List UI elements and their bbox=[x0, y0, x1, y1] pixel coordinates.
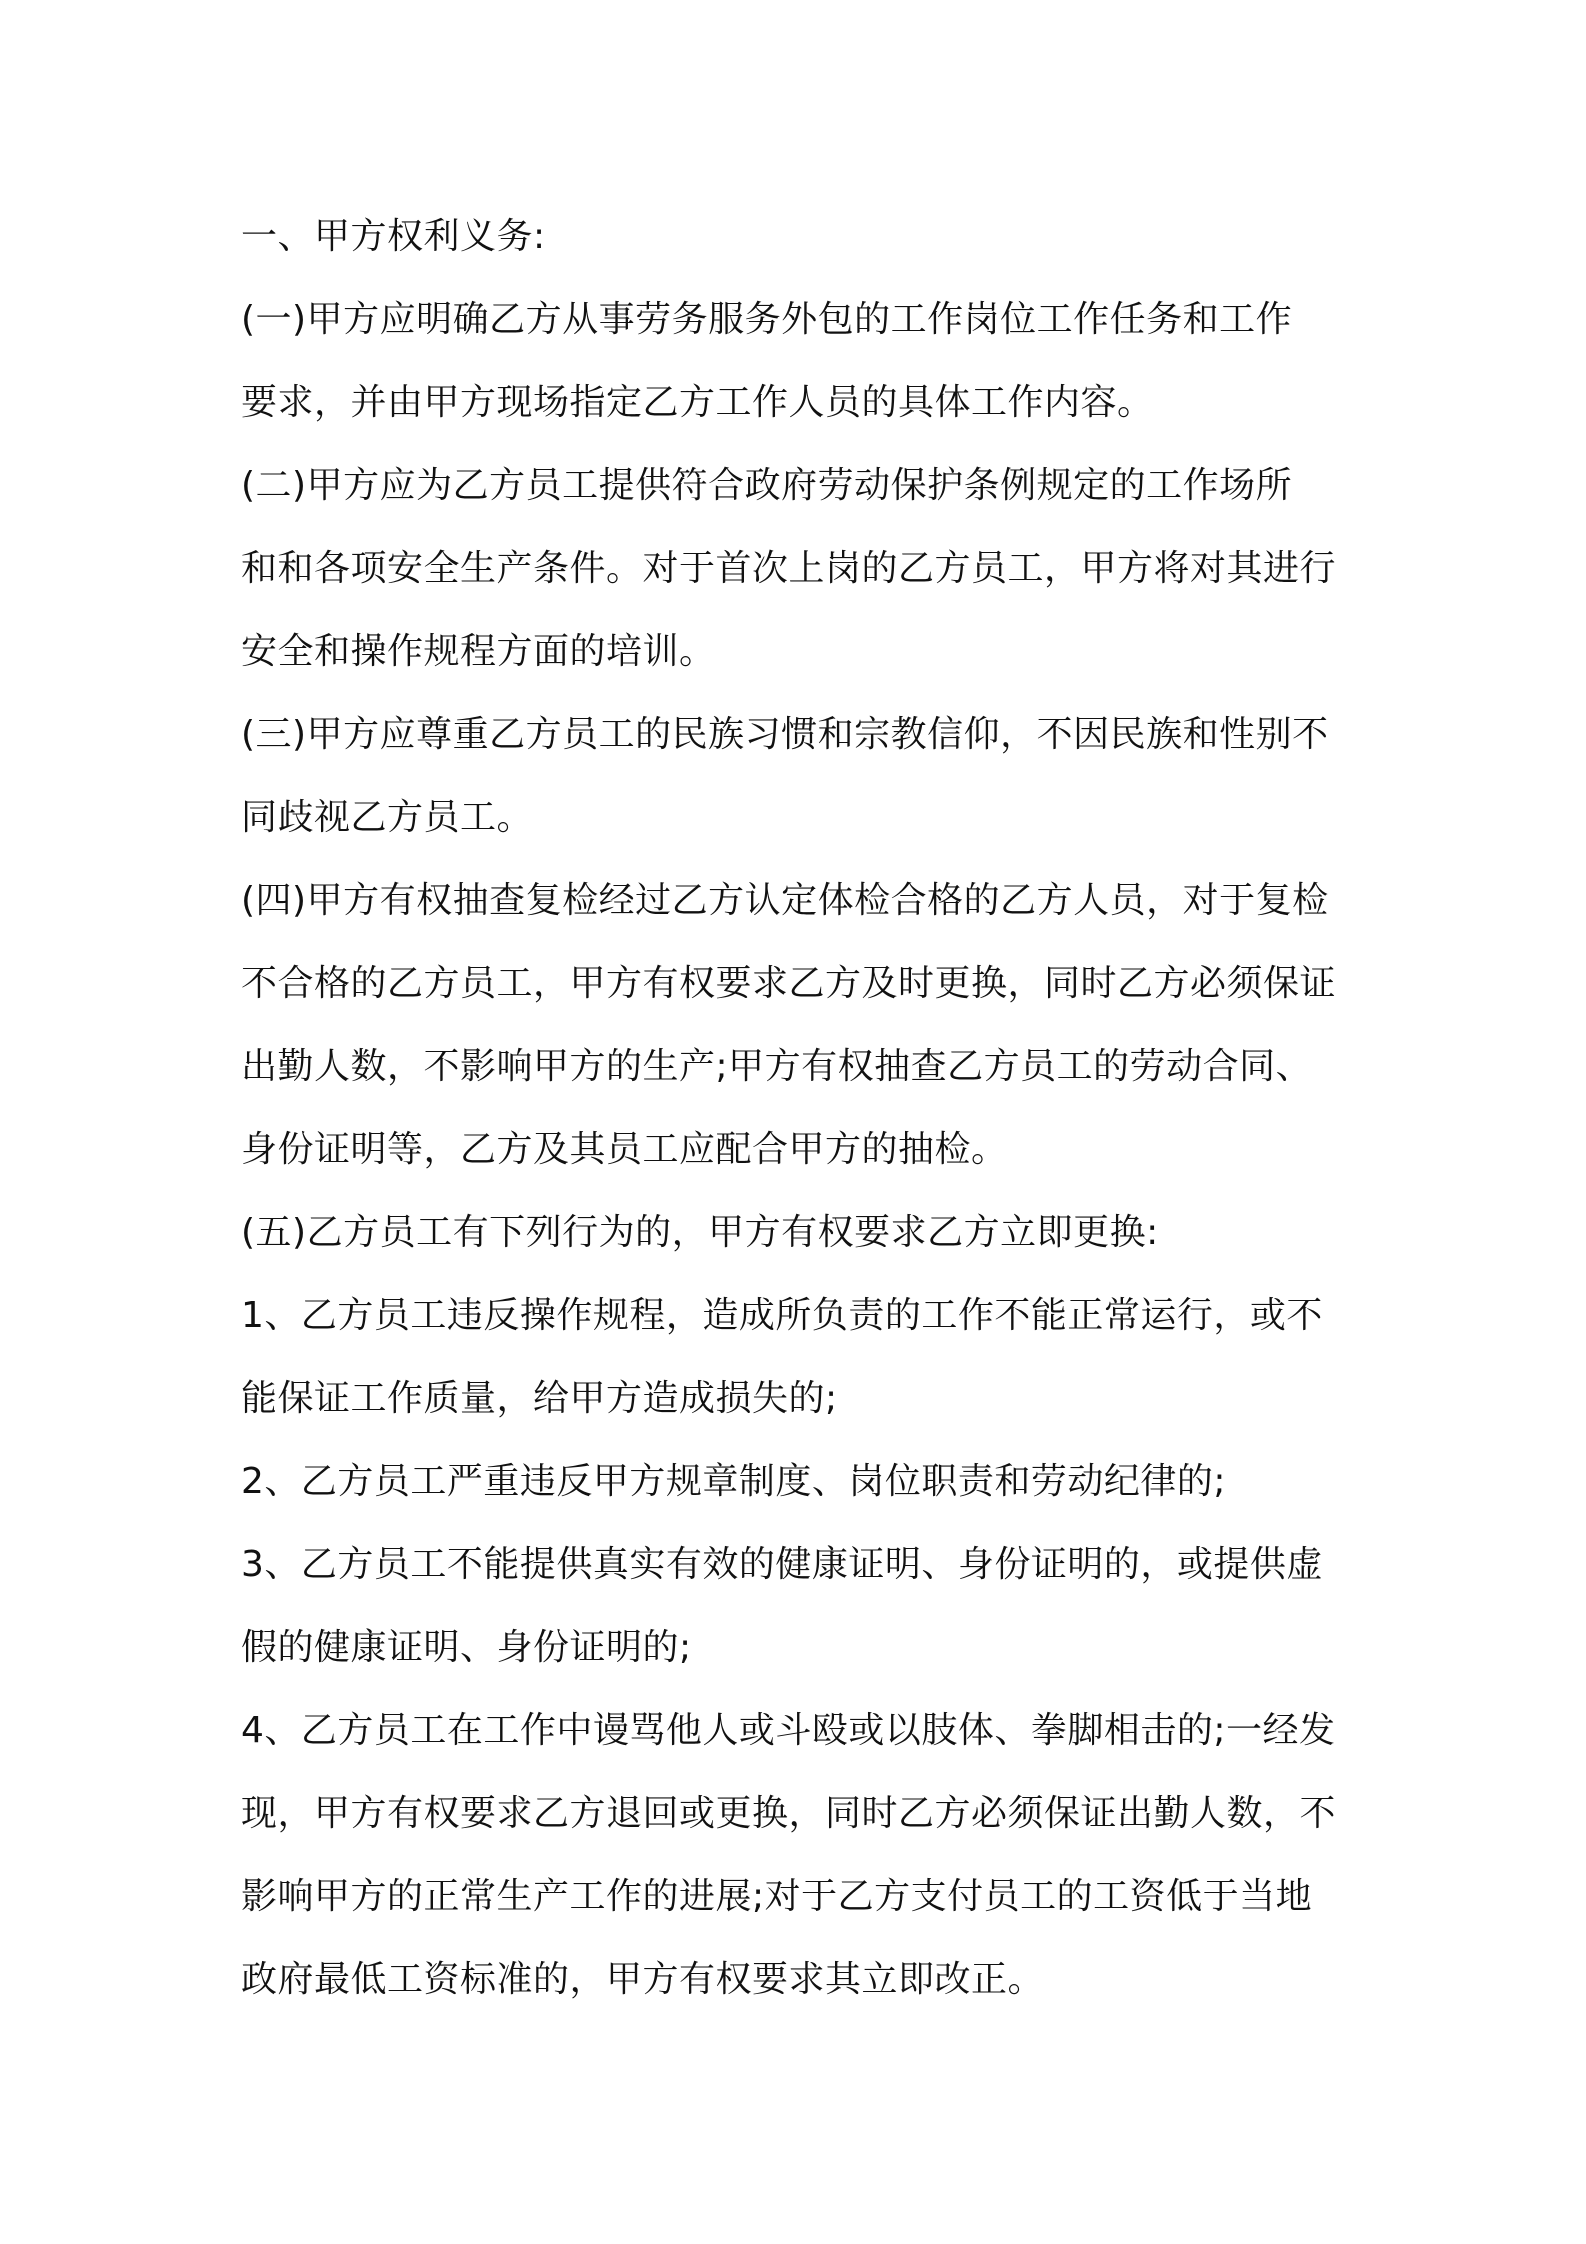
item-1-line-2: 能保证工作质量，给甲方造成损失的; bbox=[241, 1378, 838, 1419]
item-4-line-3: 影响甲方的正常生产工作的进展;对于乙方支付员工的工资低于当地 bbox=[241, 1876, 1313, 1917]
document-body bbox=[241, 195, 1361, 2021]
clause-2-line-3: 安全和操作规程方面的培训。 bbox=[241, 631, 716, 672]
item-4-line-2: 现，甲方有权要求乙方退回或更换，同时乙方必须保证出勤人数，不 bbox=[241, 1793, 1337, 1834]
clause-5-line-1: (五)乙方员工有下列行为的，甲方有权要求乙方立即更换: bbox=[241, 1212, 1159, 1253]
clause-4-line-1: (四)甲方有权抽查复检经过乙方认定体检合格的乙方人员，对于复检 bbox=[241, 880, 1329, 921]
item-3-line-1: 3、乙方员工不能提供真实有效的健康证明、身份证明的，或提供虚 bbox=[241, 1544, 1323, 1585]
clause-2-line-1: (二)甲方应为乙方员工提供符合政府劳动保护条例规定的工作场所 bbox=[241, 465, 1293, 506]
clause-3-line-1: (三)甲方应尊重乙方员工的民族习惯和宗教信仰，不因民族和性别不 bbox=[241, 714, 1329, 755]
clause-2-line-2: 和和各项安全生产条件。对于首次上岗的乙方员工，甲方将对其进行 bbox=[241, 548, 1337, 589]
clause-1-line-2: 要求，并由甲方现场指定乙方工作人员的具体工作内容。 bbox=[241, 382, 1154, 423]
clause-1-line-1: (一)甲方应明确乙方从事劳务服务外包的工作岗位工作任务和工作 bbox=[241, 299, 1293, 340]
item-4-line-1: 4、乙方员工在工作中谩骂他人或斗殴或以肢体、拳脚相击的;一经发 bbox=[241, 1710, 1336, 1751]
clause-4-line-3: 出勤人数，不影响甲方的生产;甲方有权抽查乙方员工的劳动合同、 bbox=[241, 1046, 1313, 1087]
item-2-line-1: 2、乙方员工严重违反甲方规章制度、岗位职责和劳动纪律的; bbox=[241, 1461, 1227, 1502]
item-4-line-4: 政府最低工资标准的，甲方有权要求其立即改正。 bbox=[241, 1959, 1045, 2000]
clause-4-line-2: 不合格的乙方员工，甲方有权要求乙方及时更换，同时乙方必须保证 bbox=[241, 963, 1337, 1004]
clause-3-line-2: 同歧视乙方员工。 bbox=[241, 797, 534, 838]
section-heading: 一、甲方权利义务: bbox=[241, 216, 546, 257]
clause-4-line-4: 身份证明等，乙方及其员工应配合甲方的抽检。 bbox=[241, 1129, 1008, 1170]
item-3-line-2: 假的健康证明、身份证明的; bbox=[241, 1627, 692, 1668]
item-1-line-1: 1、乙方员工违反操作规程，造成所负责的工作不能正常运行，或不 bbox=[241, 1295, 1323, 1336]
